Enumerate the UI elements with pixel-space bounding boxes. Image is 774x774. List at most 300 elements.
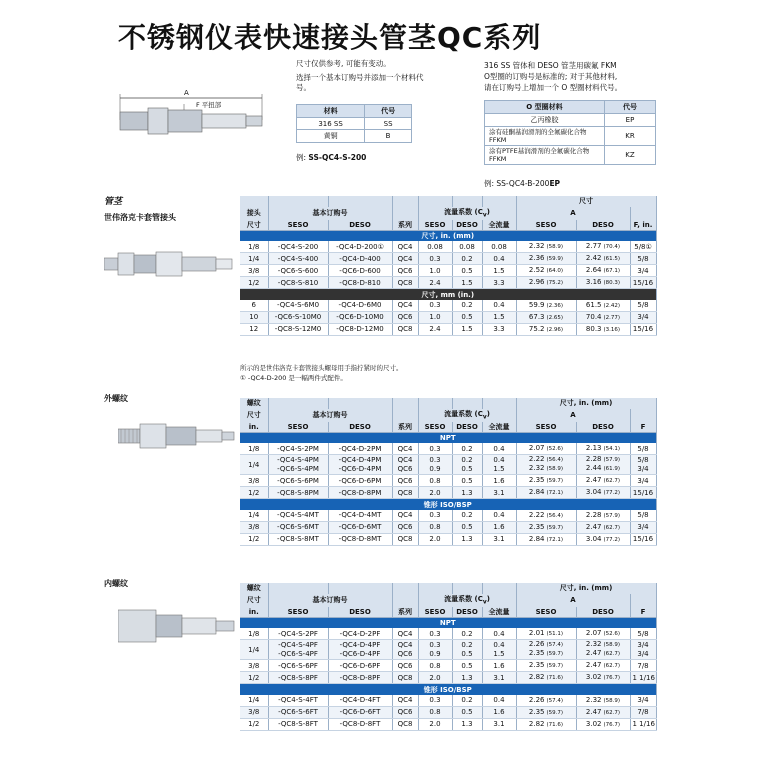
table-cell: 1.3	[452, 672, 482, 684]
table-cell: QC8	[392, 323, 418, 335]
table-cell: 0.2	[452, 443, 482, 455]
seso-header: SESO	[418, 422, 452, 433]
size-header: 尺寸	[240, 409, 268, 422]
table-cell: 0.5	[452, 475, 482, 487]
oring-material-cell: 涂有硅酮基润滑剂的全氟碳化合物 FFKM	[485, 127, 605, 146]
table-cell: 2.84 (72.1)	[516, 487, 576, 499]
table-cell: QC4	[392, 300, 418, 312]
table-cell: 2.26 2.35(57.4) (59.7)	[516, 640, 576, 660]
diagram-label-f: F 平扭部	[196, 101, 222, 109]
table-cell: 1.3	[452, 718, 482, 730]
table-cell: 3.3	[482, 277, 516, 289]
table-cell: -QC4-D-2PF	[328, 628, 392, 640]
flow-header: 流量系数 $(C_v)$	[418, 409, 516, 422]
a-header: A	[516, 409, 630, 422]
oring-example: 例: SS-QC4-B-200EP	[484, 179, 561, 188]
table-cell: 0.3 0.9	[418, 640, 452, 660]
table-cell: 0.2 0.5	[452, 455, 482, 475]
table-cell: 0.4	[482, 300, 516, 312]
deso-header: DESO	[576, 220, 630, 231]
order-header: 基本订购号	[268, 409, 392, 422]
table-cell: 1/4	[240, 695, 268, 707]
table-cell: -QC4-S-4PM -QC6-S-4PM	[268, 455, 328, 475]
table-cell: 59.9 (2.36)	[516, 300, 576, 312]
table1-note-1: 所示的是世伟洛克卡套管接头螺母用手指拧紧时的尺寸。	[240, 364, 403, 372]
table-cell: 2.42 (61.5)	[576, 253, 630, 265]
code-cell: SS	[365, 118, 412, 130]
table-cell: 1.3	[452, 533, 482, 545]
table-cell: QC8	[392, 718, 418, 730]
f-header: F	[630, 607, 656, 618]
f-header: F	[630, 422, 656, 433]
tube-size-header: 尺寸	[240, 220, 268, 231]
table-row	[240, 300, 656, 312]
oring-table	[484, 100, 656, 165]
section-stem: 管茎	[104, 197, 123, 207]
table-cell: -QC4-D-4PF -QC6-D-4PF	[328, 640, 392, 660]
table-cell: 1/2	[240, 718, 268, 730]
table-cell: 0.4	[482, 628, 516, 640]
table-cell: 1/2	[240, 672, 268, 684]
table-cell: 0.5	[452, 706, 482, 718]
deso-header: DESO	[452, 607, 482, 618]
choose-note-2: 号。	[296, 83, 311, 92]
table-cell: 3/4	[630, 475, 656, 487]
table-cell: QC4 QC6	[392, 640, 418, 660]
seso-header: SESO	[268, 220, 328, 231]
table-cell: -QC8-S-8PM	[268, 487, 328, 499]
oring-material-cell: 乙丙橡胶	[485, 114, 605, 127]
seso-header: SESO	[516, 422, 576, 433]
dimension-diagram	[112, 90, 282, 146]
table-cell: 0.5	[452, 521, 482, 533]
table-cell: -QC8-D-810	[328, 277, 392, 289]
table-cell: 2.07 (52.6)	[516, 443, 576, 455]
deso-header: DESO	[452, 422, 482, 433]
table-cell: 75.2 (2.96)	[516, 323, 576, 335]
oring-code-header: 代号	[605, 101, 656, 114]
page-title: 不锈钢仪表快速接头管茎QC系列	[118, 21, 542, 54]
table-cell: 0.4 1.5	[482, 640, 516, 660]
oring-material-cell: 涂有PTFE基润滑剂的全氟碳化合物FFKM	[485, 146, 605, 165]
table-cell: -QC4-S-4MT	[268, 510, 328, 522]
flow-header: 流量系数 $(C_v)$	[418, 207, 516, 220]
table-cell: QC4	[392, 695, 418, 707]
tube-header: 接头	[240, 207, 268, 220]
in-header: in.	[240, 607, 268, 618]
table-row	[240, 475, 656, 487]
table-cell: 2.0	[418, 487, 452, 499]
table-cell: 0.3	[418, 510, 452, 522]
table-cell: 15/16	[630, 533, 656, 545]
table-cell: -QC8-D-8PM	[328, 487, 392, 499]
table-cell: 61.5 (2.42)	[576, 300, 630, 312]
table-cell: 1/4	[240, 253, 268, 265]
table-cell: 0.3	[418, 300, 452, 312]
seso-header: SESO	[418, 607, 452, 618]
table-cell: 3/8	[240, 521, 268, 533]
table-cell: 1.6	[482, 660, 516, 672]
table-cell: 2.77 (70.4)	[576, 241, 630, 253]
table-row	[240, 640, 656, 660]
choose-note-1: 选择一个基本订购号并添加一个材料代	[296, 73, 424, 82]
table-cell: 12	[240, 323, 268, 335]
table-cell: 2.4	[418, 277, 452, 289]
table-cell: 2.84 (72.1)	[516, 533, 576, 545]
table-cell: 1.3	[452, 487, 482, 499]
table-row	[240, 265, 656, 277]
table-cell: -QC8-D-8FT	[328, 718, 392, 730]
table-cell: 5/8	[630, 628, 656, 640]
swagelok-fitting-image	[104, 248, 234, 280]
table-cell: 3.04 (77.2)	[576, 533, 630, 545]
oring-material-header: O 型圈材料	[485, 101, 605, 114]
table-cell: 2.96 (75.2)	[516, 277, 576, 289]
table-cell: 0.3	[418, 695, 452, 707]
table-cell: -QC6-D-600	[328, 265, 392, 277]
oring-desc-2: O型圈的订购号是标准的; 对于其他材料,	[484, 72, 618, 81]
table-row	[240, 628, 656, 640]
band-inch: 尺寸, in. (mm)	[240, 230, 656, 241]
material-table	[296, 104, 412, 143]
table-cell: 2.82 (71.6)	[516, 718, 576, 730]
deso-header: DESO	[328, 220, 392, 231]
table-cell: 0.8	[418, 706, 452, 718]
table-cell: 2.64 (67.1)	[576, 265, 630, 277]
order-header: 基本订购号	[268, 207, 392, 220]
series-header: 系列	[392, 422, 418, 433]
table-cell: -QC8-S-8MT	[268, 533, 328, 545]
table-cell: 1/4	[240, 510, 268, 522]
table-cell: 0.4	[482, 695, 516, 707]
table-cell: 3.02 (76.7)	[576, 672, 630, 684]
table-row	[240, 455, 656, 475]
table-cell: -QC6-D-6MT	[328, 521, 392, 533]
table-cell: 2.36 (59.9)	[516, 253, 576, 265]
table-cell: 1.5	[452, 323, 482, 335]
table-cell: 0.3	[418, 628, 452, 640]
table-row	[240, 706, 656, 718]
table-cell: -QC8-D-12M0	[328, 323, 392, 335]
table-cell: 3.1	[482, 533, 516, 545]
table-cell: 70.4 (2.77)	[576, 311, 630, 323]
table-cell: 7/8	[630, 660, 656, 672]
table-cell: 5/8 3/4	[630, 455, 656, 475]
table-cell: 3.1	[482, 487, 516, 499]
table-cell: 2.47 (62.7)	[576, 475, 630, 487]
table-cell: 0.8	[418, 660, 452, 672]
a-header: A	[516, 594, 630, 607]
band-mm: 尺寸, mm (in.)	[240, 289, 656, 300]
table-cell: QC4	[392, 628, 418, 640]
table-cell: 3.1	[482, 718, 516, 730]
table-cell: QC6	[392, 475, 418, 487]
table-row	[240, 241, 656, 253]
table-cell: -QC4-D-200①	[328, 241, 392, 253]
table-cell: 0.2	[452, 300, 482, 312]
table-cell: 2.07 (52.6)	[576, 628, 630, 640]
table-cell: 2.0	[418, 672, 452, 684]
table-cell: 3/4 3/4	[630, 640, 656, 660]
table-cell: 1.0	[418, 265, 452, 277]
material-cell: 黄铜	[297, 130, 365, 143]
seso-header: SESO	[268, 422, 328, 433]
table-cell: QC4	[392, 253, 418, 265]
table-cell: -QC4-S-400	[268, 253, 328, 265]
full-flow-header: 全流量	[482, 607, 516, 618]
table-cell: -QC4-S-2PM	[268, 443, 328, 455]
table-cell: 2.28 2.44(57.9) (61.9)	[576, 455, 630, 475]
table-row	[240, 277, 656, 289]
male-fitting-image	[118, 420, 236, 452]
table-cell: 1/8	[240, 443, 268, 455]
table-cell: 2.35 (59.7)	[516, 521, 576, 533]
table-cell: -QC4-S-2PF	[268, 628, 328, 640]
table-cell: -QC6-D-10M0	[328, 311, 392, 323]
deso-header: DESO	[576, 422, 630, 433]
table-cell: 2.4	[418, 323, 452, 335]
table-cell: -QC8-D-8MT	[328, 533, 392, 545]
deso-header: DESO	[328, 607, 392, 618]
dim-header: 尺寸, in. (mm)	[516, 583, 656, 594]
table-cell: -QC4-S-4PF -QC6-S-4PF	[268, 640, 328, 660]
seso-header: SESO	[516, 607, 576, 618]
table-cell: 1.0	[418, 311, 452, 323]
table-cell: 0.8	[418, 521, 452, 533]
table-cell: 1.5	[482, 311, 516, 323]
table-cell: 3/8	[240, 660, 268, 672]
table-cell: 5/8	[630, 300, 656, 312]
table-cell: QC8	[392, 672, 418, 684]
material-example: 例: SS-QC4-S-200	[296, 153, 367, 162]
table-cell: 2.47 (62.7)	[576, 706, 630, 718]
table-cell: 15/16	[630, 487, 656, 499]
table-cell: 3/8	[240, 265, 268, 277]
oring-code-cell: KZ	[605, 146, 656, 165]
table-row	[240, 533, 656, 545]
band-iso: 锥形 ISO/BSP	[240, 499, 656, 510]
table-row	[240, 672, 656, 684]
table-cell: 1 1/16	[630, 672, 656, 684]
table-cell: -QC6-D-6PF	[328, 660, 392, 672]
table-cell: 1 1/16	[630, 718, 656, 730]
table-cell: 1/4	[240, 640, 268, 660]
table-cell: 3.04 (77.2)	[576, 487, 630, 499]
table-row	[240, 718, 656, 730]
table-cell: -QC4-D-6M0	[328, 300, 392, 312]
table-cell: 7/8	[630, 706, 656, 718]
table-cell: -QC6-S-10M0	[268, 311, 328, 323]
table-cell: 1.6	[482, 475, 516, 487]
table-cell: 1.6	[482, 521, 516, 533]
order-header: 基本订购号	[268, 594, 392, 607]
table-cell: -QC8-S-12M0	[268, 323, 328, 335]
table-cell: 2.26 (57.4)	[516, 695, 576, 707]
full-flow-header: 全流量	[482, 422, 516, 433]
table-cell: 0.4	[482, 443, 516, 455]
table-cell: 0.5	[452, 311, 482, 323]
table-cell: 0.08	[418, 241, 452, 253]
table-cell: QC8	[392, 533, 418, 545]
material-cell: 316 SS	[297, 118, 365, 130]
table-cell: 2.32 (58.9)	[576, 695, 630, 707]
table-cell: 2.35 (59.7)	[516, 475, 576, 487]
table-cell: -QC4-D-2PM	[328, 443, 392, 455]
table-cell: 1/2	[240, 533, 268, 545]
table-cell: 1/2	[240, 277, 268, 289]
table-cell: -QC4-D-4MT	[328, 510, 392, 522]
table-cell: -QC8-S-810	[268, 277, 328, 289]
table-cell: 67.3 (2.65)	[516, 311, 576, 323]
table-cell: QC4	[392, 241, 418, 253]
table-row	[240, 443, 656, 455]
table-cell: 3.3	[482, 323, 516, 335]
f-header: F, in.	[630, 220, 656, 231]
table-cell: -QC4-D-400	[328, 253, 392, 265]
table-cell: -QC6-D-6FT	[328, 706, 392, 718]
female-fitting-image	[118, 606, 236, 646]
code-cell: B	[365, 130, 412, 143]
female-thread-table	[240, 583, 657, 731]
table-cell: QC6	[392, 521, 418, 533]
table-cell: 15/16	[630, 277, 656, 289]
table-cell: 3/8	[240, 475, 268, 487]
table-cell: 0.4 1.5	[482, 455, 516, 475]
table-cell: 2.0	[418, 718, 452, 730]
table-cell: 1.6	[482, 706, 516, 718]
table-cell: 1/8	[240, 241, 268, 253]
table-cell: 0.3	[418, 253, 452, 265]
table-cell: 5/8	[630, 510, 656, 522]
table-cell: -QC8-D-8PF	[328, 672, 392, 684]
dims-note: 尺寸仅供参考, 可能有变动。	[296, 59, 391, 68]
table-cell: 0.5	[452, 265, 482, 277]
table-cell: 0.4	[482, 253, 516, 265]
table-cell: 0.08	[452, 241, 482, 253]
table-cell: 2.47 (62.7)	[576, 660, 630, 672]
table-cell: 2.22 2.32(56.4) (58.9)	[516, 455, 576, 475]
oring-code-cell: KR	[605, 127, 656, 146]
table-cell: 0.8	[418, 475, 452, 487]
table-cell: -QC4-D-4FT	[328, 695, 392, 707]
band-iso: 锥形 ISO/BSP	[240, 684, 656, 695]
table1-note-2: ① -QC4-D-200 是一幅两件式配件。	[240, 374, 347, 382]
table-cell: 2.28 (57.9)	[576, 510, 630, 522]
thread-header: 螺纹	[240, 583, 268, 594]
table-cell: 2.47 (62.7)	[576, 521, 630, 533]
table-cell: 10	[240, 311, 268, 323]
band-npt: NPT	[240, 617, 656, 628]
section-female: 内螺纹	[104, 579, 128, 588]
table-cell: -QC6-S-6PM	[268, 475, 328, 487]
table-row	[240, 521, 656, 533]
table-cell: 5/8①	[630, 241, 656, 253]
table-cell: 1.5	[452, 277, 482, 289]
table-cell: 5/8	[630, 253, 656, 265]
table-cell: 5/8	[630, 443, 656, 455]
table-cell: -QC8-S-8FT	[268, 718, 328, 730]
table-cell: 15/16	[630, 323, 656, 335]
section-male: 外螺纹	[104, 394, 128, 403]
band-npt: NPT	[240, 432, 656, 443]
swagelok-table	[240, 196, 657, 336]
table-cell: 0.08	[482, 241, 516, 253]
diagram-label-a: A	[184, 89, 189, 97]
table-row	[240, 510, 656, 522]
table-cell: QC6	[392, 660, 418, 672]
table-cell: -QC4-S-200	[268, 241, 328, 253]
table-cell: QC8	[392, 277, 418, 289]
table-cell: 2.0	[418, 533, 452, 545]
table-cell: -QC4-S-4FT	[268, 695, 328, 707]
table-cell: 0.2 0.5	[452, 640, 482, 660]
table-cell: 0.2	[452, 510, 482, 522]
table-row	[240, 311, 656, 323]
table-cell: 1.5	[482, 265, 516, 277]
size-header: 尺寸	[240, 594, 268, 607]
table-cell: QC6	[392, 265, 418, 277]
flow-header: 流量系数 $(C_v)$	[418, 594, 516, 607]
in-header: in.	[240, 422, 268, 433]
table-cell: -QC6-S-6MT	[268, 521, 328, 533]
table-row	[240, 660, 656, 672]
table-cell: 3/4	[630, 311, 656, 323]
table-cell: 0.3	[418, 443, 452, 455]
table-cell: QC4	[392, 443, 418, 455]
table-cell: QC8	[392, 487, 418, 499]
code-header: 代号	[365, 105, 412, 118]
series-header: 系列	[392, 220, 418, 231]
seso-header: SESO	[418, 220, 452, 231]
series-header: 系列	[392, 607, 418, 618]
table-cell: 3/4	[630, 521, 656, 533]
table-cell: -QC4-D-4PM -QC6-D-4PM	[328, 455, 392, 475]
table-row	[240, 487, 656, 499]
section-swagelok: 世伟洛克卡套管接头	[104, 213, 176, 222]
table-cell: 6	[240, 300, 268, 312]
table-cell: 0.5	[452, 660, 482, 672]
table-cell: -QC4-S-6M0	[268, 300, 328, 312]
table-cell: 3/4	[630, 695, 656, 707]
table-cell: 80.3 (3.16)	[576, 323, 630, 335]
table-cell: 2.35 (59.7)	[516, 706, 576, 718]
seso-header: SESO	[516, 220, 576, 231]
table-cell: -QC6-S-600	[268, 265, 328, 277]
table-cell: QC4	[392, 510, 418, 522]
table-cell: 2.32 (58.9)	[516, 241, 576, 253]
table-cell: -QC8-S-8PF	[268, 672, 328, 684]
table-cell: 1/8	[240, 628, 268, 640]
table-cell: 3.02 (76.7)	[576, 718, 630, 730]
table-cell: 2.01 (51.1)	[516, 628, 576, 640]
oring-code-cell: EP	[605, 114, 656, 127]
table-cell: 0.2	[452, 695, 482, 707]
thread-header: 螺纹	[240, 398, 268, 409]
table-cell: 0.4	[482, 510, 516, 522]
oring-desc-1: 316 SS 管体和 DESO 管茎用碳氟 FKM	[484, 61, 617, 70]
table-cell: QC6	[392, 311, 418, 323]
oring-desc-3: 请在订购号上增加一个 O 型圈材料代号。	[484, 83, 623, 92]
table-cell: -QC6-S-6PF	[268, 660, 328, 672]
table-cell: QC4 QC6	[392, 455, 418, 475]
table-cell: 1/4	[240, 455, 268, 475]
table-cell: 2.52 (64.0)	[516, 265, 576, 277]
full-flow-header: 全流量	[482, 220, 516, 231]
table-cell: 3/8	[240, 706, 268, 718]
table-cell: 0.2	[452, 253, 482, 265]
table-cell: 2.35 (59.7)	[516, 660, 576, 672]
table-cell: 2.22 (56.4)	[516, 510, 576, 522]
